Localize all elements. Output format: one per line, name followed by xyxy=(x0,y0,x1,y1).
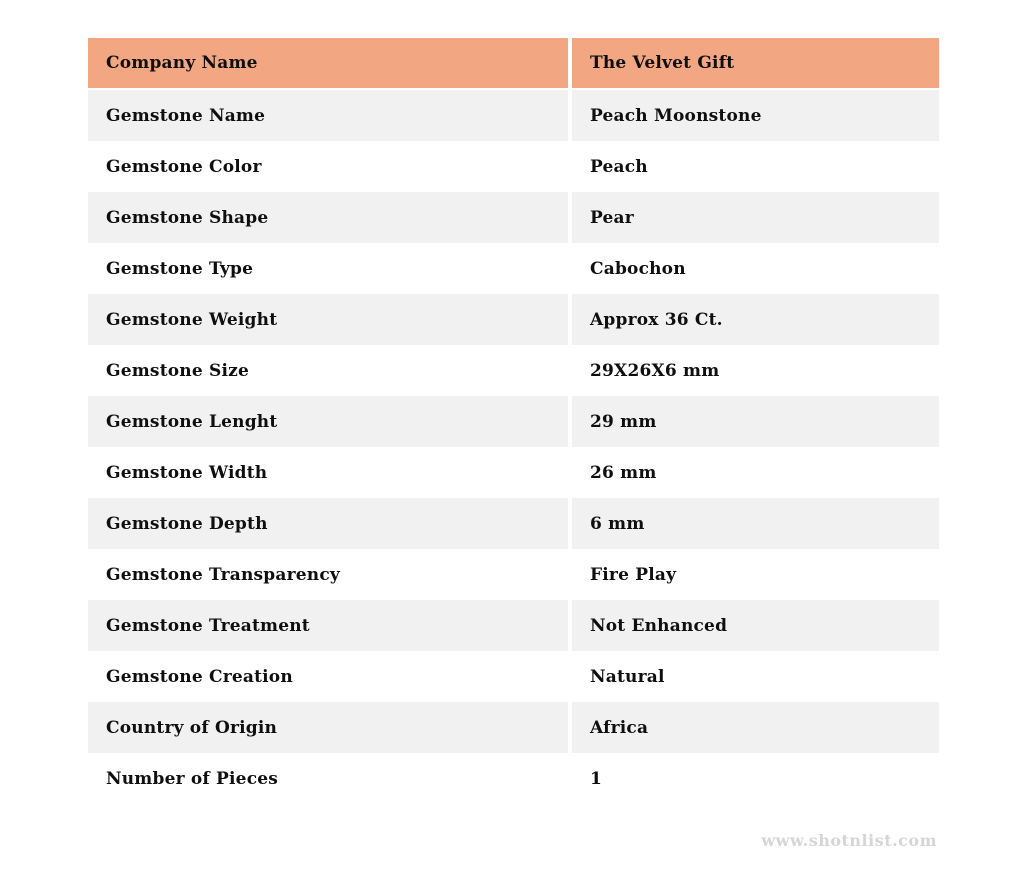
row-value: Cabochon xyxy=(590,258,686,279)
row-value: 29 mm xyxy=(572,396,939,447)
table-row xyxy=(88,702,939,753)
table-header-row xyxy=(88,38,939,90)
table-row xyxy=(88,90,939,141)
row-label: Country of Origin xyxy=(88,702,568,753)
row-value: 6 mm xyxy=(572,498,939,549)
table-row xyxy=(88,243,939,294)
row-label: Gemstone Color xyxy=(106,156,262,177)
table-row xyxy=(88,753,939,804)
row-value: 1 xyxy=(590,768,603,789)
row-value: Natural xyxy=(590,666,665,687)
row-label: Gemstone Shape xyxy=(88,192,568,243)
row-label: Gemstone Creation xyxy=(106,666,293,687)
row-value: 26 mm xyxy=(590,462,657,483)
table-row xyxy=(88,192,939,243)
table-row xyxy=(88,345,939,396)
row-label: Gemstone Depth xyxy=(88,498,568,549)
table-row xyxy=(88,294,939,345)
row-label: Number of Pieces xyxy=(106,768,279,789)
gemstone-spec-table xyxy=(88,38,939,804)
table-row xyxy=(88,141,939,192)
table-row xyxy=(88,651,939,702)
row-value: 29X26X6 mm xyxy=(590,360,720,381)
table-row xyxy=(88,600,939,651)
table-row xyxy=(88,396,939,447)
row-value: Fire Play xyxy=(590,564,677,585)
row-label: Gemstone Width xyxy=(106,462,268,483)
row-value: Peach xyxy=(590,156,648,177)
row-value: Africa xyxy=(572,702,939,753)
row-label: Gemstone Weight xyxy=(88,294,568,345)
row-value: Not Enhanced xyxy=(572,600,939,651)
row-label: Gemstone Size xyxy=(106,360,249,381)
row-value: Approx 36 Ct. xyxy=(572,294,939,345)
table-row xyxy=(88,447,939,498)
watermark-text: www.shotnlist.com xyxy=(761,831,937,850)
table-row xyxy=(88,549,939,600)
row-value: Pear xyxy=(572,192,939,243)
row-label: Gemstone Lenght xyxy=(88,396,568,447)
header-value-cell: The Velvet Gift xyxy=(572,38,939,90)
row-value: Peach Moonstone xyxy=(572,90,939,141)
header-label-cell: Company Name xyxy=(88,38,568,90)
row-label: Gemstone Name xyxy=(88,90,568,141)
row-label: Gemstone Transparency xyxy=(106,564,340,585)
table-row xyxy=(88,498,939,549)
row-label: Gemstone Treatment xyxy=(88,600,568,651)
row-label: Gemstone Type xyxy=(106,258,254,279)
